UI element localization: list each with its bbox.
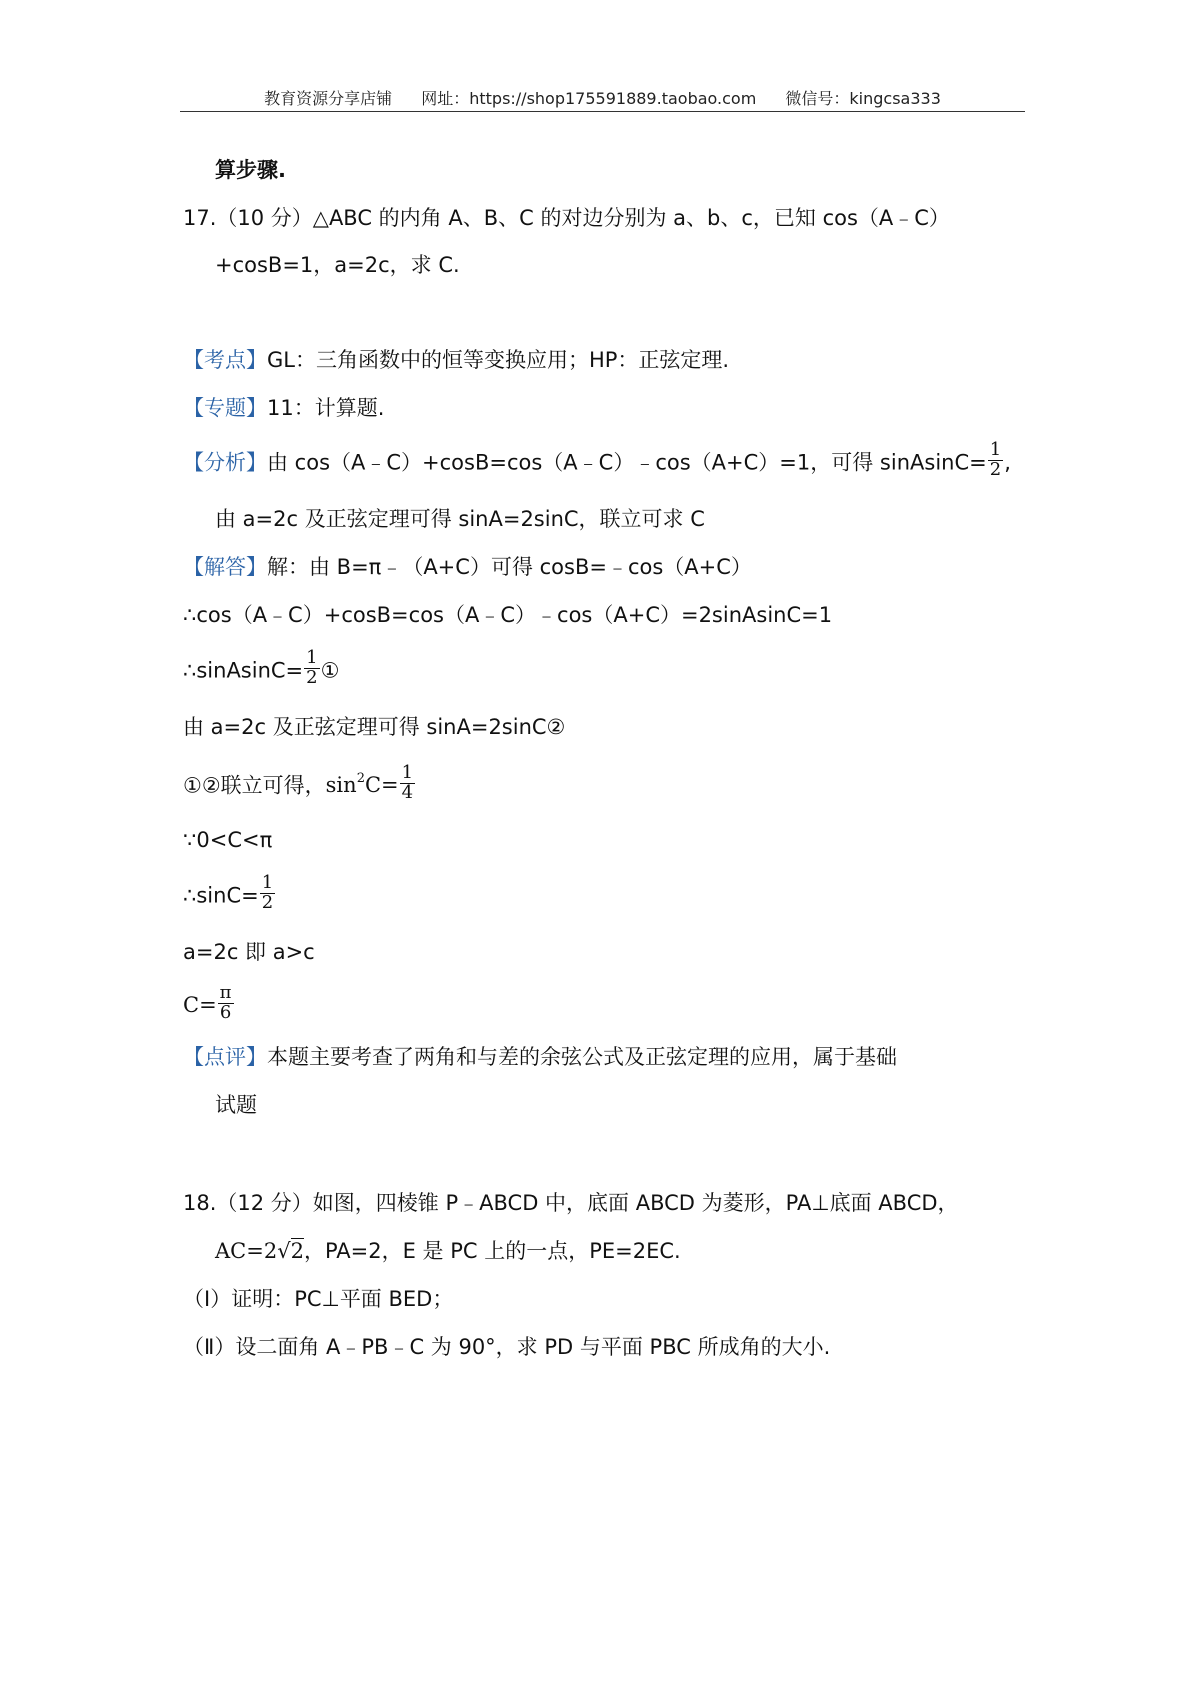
jieda-step2: ∴sinAsinC= $\frac{1}{2}$ ① [183,647,340,688]
q17-line2: +cosB=1，a=2c，求 C. [215,253,460,277]
zhuanti-line [183,398,384,419]
page-header [180,86,1025,109]
jieda-step4: ①②联立可得，$\sin^2C=$ $\frac{1}{4}$ [183,762,414,803]
zhuanti-text: 11：计算题. [267,396,385,420]
dianping-text: 本题主要考查了两角和与差的余弦公式及正弦定理的应用，属于基础 [267,1045,897,1069]
jieda-step3: 由 a=2c 及正弦定理可得 sinA=2sinC② [183,715,566,739]
step2-fraction: $\frac{1}{2}$ [306,647,318,688]
sin-squared: $\sin^2C=$ [325,771,399,798]
fenxi-line2: 由 a=2c 及正弦定理可得 sinA=2sinC，联立可求 C [215,507,705,531]
jieda-step5: ∵0<C<π [183,828,273,852]
q18-line1: 18.（12 分）如图，四棱锥 P﹣ABCD 中，底面 ABCD 为菱形，PA⊥底面 ABCD， [183,1191,959,1215]
dianping-tag: 【点评】 [183,1045,267,1069]
fenxi-line: 【分析】由 cos（A﹣C）+cosB=cos（A﹣C）﹣cos（A+C）=1，可得 sinAsinC= $\frac{1}{2}$ , [183,439,1011,480]
kaodian-line [183,350,729,371]
kaodian-text: GL：三角函数中的恒等变换应用；HP：正弦定理. [267,348,730,372]
ac-formula: AC=2√2 [215,1239,304,1263]
fenxi-fraction: $\frac{1}{2}$ [989,439,1002,480]
jieda-text: 解：由 B=π﹣（A+C）可得 cosB=﹣cos（A+C） [267,555,752,579]
q18-line2: AC=2√2，PA=2，E 是 PC 上的一点，PE=2EC. [215,1239,681,1263]
prev-tail: 算步骤. [215,158,286,182]
jieda-step7: a=2c 即 a>c [183,940,315,964]
zhuanti-tag: 【专题】 [183,396,267,420]
fenxi-text: 由 cos（A﹣C）+cosB=cos（A﹣C）﹣cos（A+C）=1，可得 sinAsinC= [267,450,987,475]
header-wechat: 微信号：kingcsa333 [785,89,941,108]
step8-fraction: $\frac{\pi}{6}$ [219,982,232,1023]
jieda-step1: ∴cos（A﹣C）+cosB=cos（A﹣C）﹣cos（A+C）=2sinAsinC=1 [183,603,833,627]
jieda-step6: ∴sinC= $\frac{1}{2}$ [183,872,274,913]
step4-fraction: $\frac{1}{4}$ [401,762,414,803]
header-url: 网址：https://shop175591889.taobao.com [421,89,757,108]
q18-part1: （Ⅰ）证明：PC⊥平面 BED； [183,1287,454,1311]
q17-line1: 17.（10 分）△ABC 的内角 A、B、C 的对边分别为 a、b、c，已知 cos（A﹣C） [183,206,950,230]
fenxi-tag: 【分析】 [183,450,267,475]
q18-part2: （Ⅱ）设二面角 A﹣PB﹣C 为 90°，求 PD 与平面 PBC 所成角的大小. [183,1335,831,1359]
dianping-line2: 试题 [215,1093,257,1117]
header-shop: 教育资源分享店铺 [264,89,393,108]
header-rule [180,111,1025,112]
jieda-line [183,557,752,578]
kaodian-tag: 【考点】 [183,348,267,372]
step6-fraction: $\frac{1}{2}$ [261,872,274,913]
radical-sign: √ [277,1239,291,1263]
jieda-step8: C= $\frac{\pi}{6}$ [183,982,232,1023]
jieda-tag: 【解答】 [183,555,267,579]
dianping-line [183,1047,897,1068]
